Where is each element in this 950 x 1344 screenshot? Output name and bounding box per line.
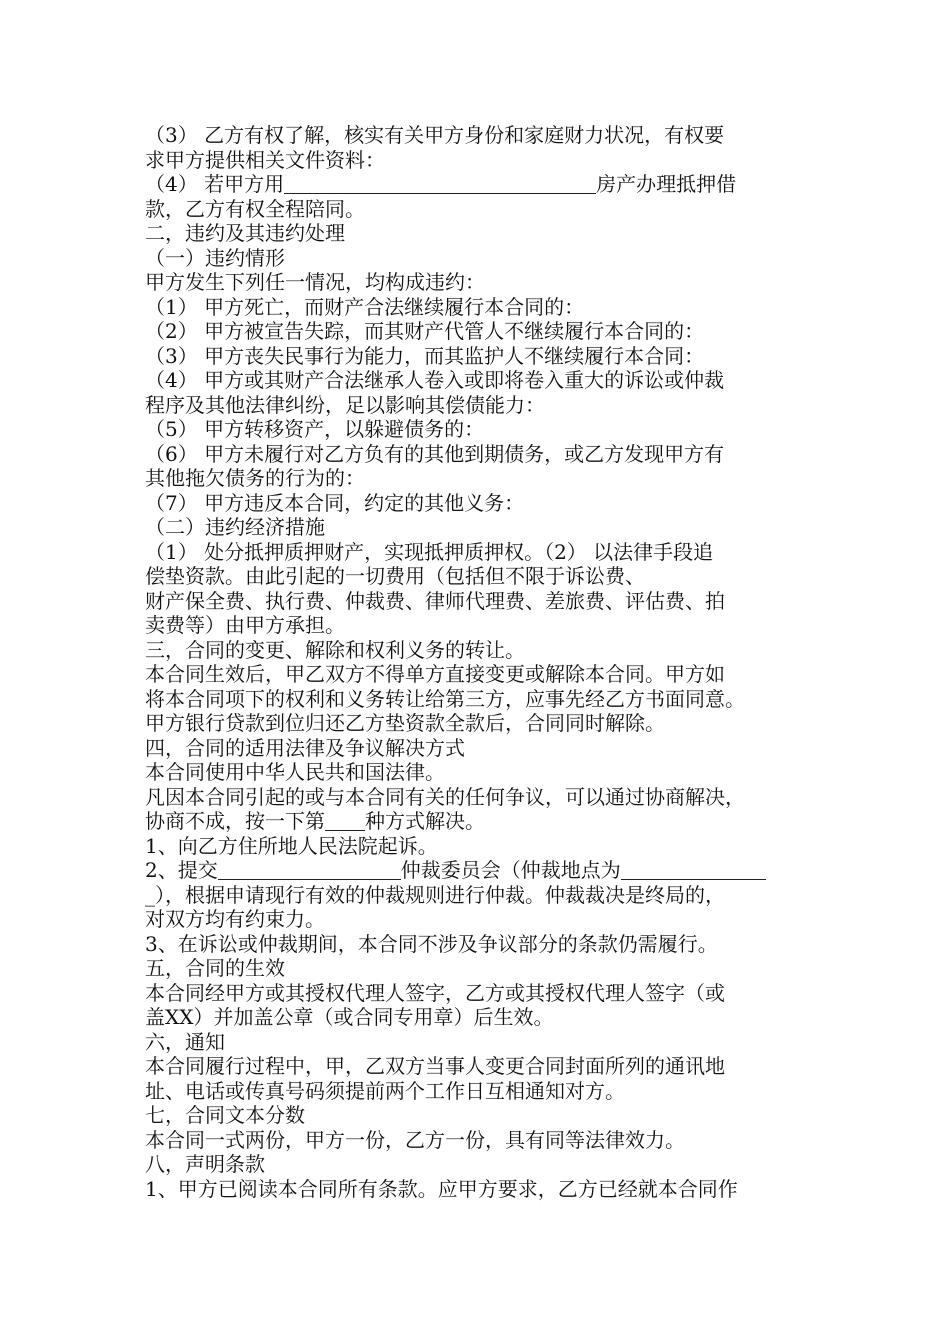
text-segment: 仲裁委员会（仲裁地点为 [400,858,621,882]
text-segment: 种方式解决。 [365,809,485,833]
section-heading: 八，声明条款 [145,1152,265,1176]
text-line: 本合同生效后，甲乙双方不得单方直接变更或解除本合同。甲方如 [145,662,725,686]
text-line: 本合同履行过程中，甲，乙双方当事人变更合同封面所列的通讯地 [145,1054,725,1078]
text-line: 卖费等）由甲方承担。 [145,613,345,637]
text-line: 其他拖欠债务的行为的： [145,466,365,490]
text-line: _），根据申请现行有效的仲裁规则进行仲裁。仲裁裁决是终局的， [145,882,725,907]
section-heading: 二，违约及其违约处理 [145,221,345,245]
fill-in-blank [284,173,596,194]
text-segment: 房产办理抵押借 [596,172,737,196]
section-heading: 四，合同的适用法律及争议解决方式 [145,735,465,760]
text-line [145,809,815,834]
text-line [145,858,815,883]
text-line: （5） 甲方转移资产，以躲避债务的： [145,417,485,441]
subsection-heading: （二）违约经济措施 [145,515,325,539]
fill-in-blank [218,859,401,880]
text-line: （1） 甲方死亡，而财产合法继续履行本合同的： [145,294,585,319]
text-line: 本合同使用中华人民共和国法律。 [145,760,445,784]
subsection-heading: （一）违约情形 [145,245,285,270]
text-line: 3、在诉讼或仲裁期间，本合同不涉及争议部分的条款仍需履行。 [145,931,718,956]
text-line: 址、电话或传真号码须提前两个工作日互相通知对方。 [145,1078,625,1103]
text-segment: （4） 若甲方用 [145,172,285,196]
fill-in-blank [325,810,365,831]
text-line: 财产保全费、执行费、仲裁费、律师代理费、差旅费、评估费、拍 [145,588,725,613]
text-segment: 2、提交 [145,858,218,882]
text-line: （6） 甲方未履行对乙方负有的其他到期债务，或乙方发现甲方有 [145,441,725,466]
text-line: （3） 乙方有权了解，核实有关甲方身份和家庭财力状况，有权要 [145,123,725,147]
text-line: 款，乙方有权全程陪同。 [145,196,365,221]
section-heading: 五，合同的生效 [145,956,285,980]
text-line: 求甲方提供相关文件资料： [145,147,385,172]
text-line: 偿垫资款。由此引起的一切费用（包括但不限于诉讼费、 [145,564,645,588]
text-line: （7） 甲方违反本合同，约定的其他义务： [145,490,525,515]
contract-page [145,123,815,1201]
text-line: （3） 甲方丧失民事行为能力，而其监护人不继续履行本合同： [145,343,705,368]
text-line: 本合同一式两份，甲方一份，乙方一份，具有同等法律效力。 [145,1127,685,1152]
fill-in-blank [621,859,766,880]
text-line: 1、向乙方住所地人民法院起诉。 [145,833,438,858]
text-line: 将本合同项下的权利和义务转让给第三方，应事先经乙方书面同意。 [145,686,745,711]
text-line: 本合同经甲方或其授权代理人签字，乙方或其授权代理人签字（或 [145,980,725,1005]
text-line: 程序及其他法律纠纷，足以影响其偿债能力： [145,392,545,417]
text-line: 甲方银行贷款到位归还乙方垫资款全款后，合同同时解除。 [145,711,665,735]
text-line: （4） 甲方或其财产合法继承人卷入或即将卷入重大的诉讼或仲裁 [145,368,725,392]
text-line: （2） 甲方被宣告失踪，而其财产代管人不继续履行本合同的： [145,319,705,343]
section-heading: 三，合同的变更、解除和权利义务的转让。 [145,637,525,662]
text-line: 对双方均有约束力。 [145,907,325,931]
text-line: 甲方发生下列任一情况，均构成违约： [145,270,485,294]
text-line: 盖XX）并加盖公章（或合同专用章）后生效。 [145,1005,554,1029]
text-line: （1） 处分抵押质押财产，实现抵押质押权。（2） 以法律手段追 [145,539,714,564]
text-line: 凡因本合同引起的或与本合同有关的任何争议，可以通过协商解决， [145,784,745,809]
text-segment: 协商不成，按一下第 [145,809,325,833]
section-heading: 七，合同文本分数 [145,1103,305,1127]
text-line: 1、甲方已阅读本合同所有条款。应甲方要求，乙方已经就本合同作 [145,1176,738,1201]
text-line [145,172,815,197]
section-heading: 六，通知 [145,1029,225,1054]
